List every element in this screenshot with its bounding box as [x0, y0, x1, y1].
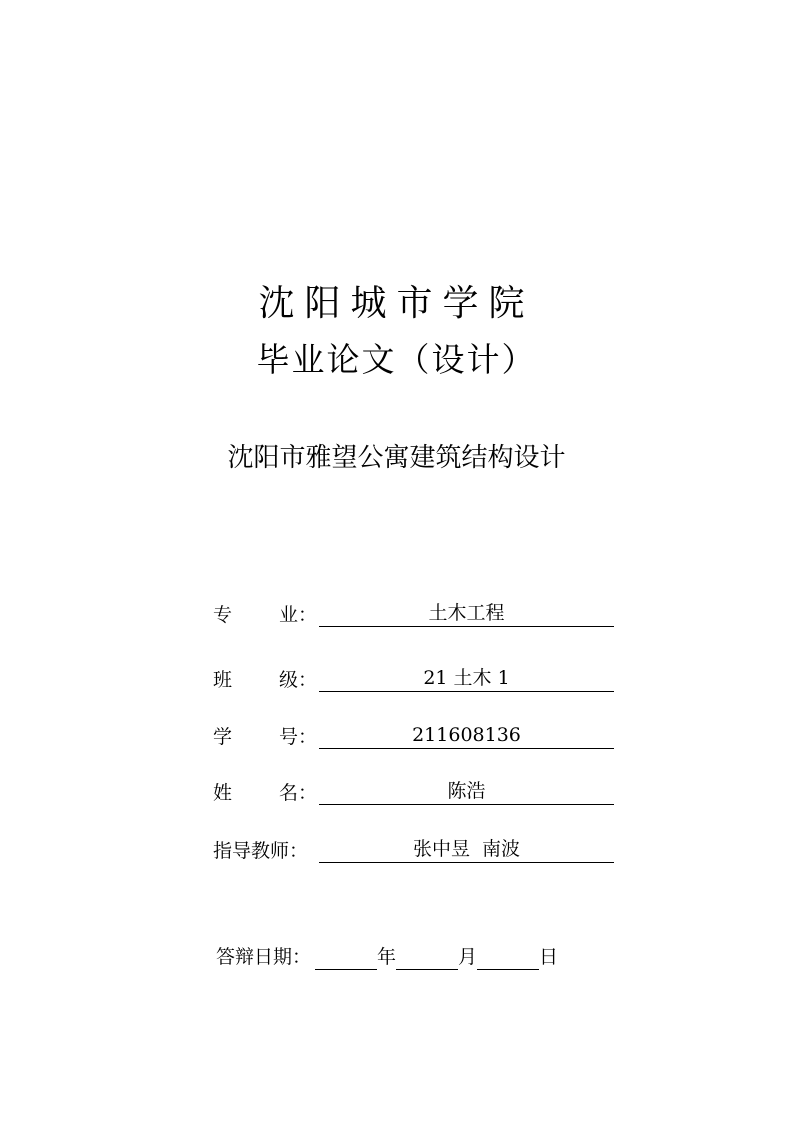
defense-year-blank [315, 945, 377, 970]
student-id-label-char: 学 [213, 726, 233, 748]
class-label-char: 班 [213, 669, 233, 691]
student-id-label [213, 724, 317, 750]
defense-day-blank [477, 945, 539, 970]
class-label [213, 667, 317, 693]
defense-month-label: 月 [458, 946, 478, 968]
name-label-char: 姓 [213, 782, 233, 804]
advisor-value: 张中昱 南波 [319, 838, 614, 863]
defense-date-label: 答辩日期： [216, 946, 312, 968]
thesis-type: 毕业论文（设计） [256, 340, 537, 379]
name-label-char: 名： [278, 782, 317, 804]
name-value: 陈浩 [319, 780, 614, 805]
student-id-value: 211608136 [319, 724, 614, 749]
major-label-char: 专 [213, 604, 233, 626]
defense-month-blank [396, 945, 458, 970]
defense-date-row [216, 940, 558, 970]
class-value: 21 土木 1 [319, 667, 614, 692]
major-label-char: 业： [278, 604, 317, 626]
student-id-label-char: 号： [278, 726, 317, 748]
defense-year-label: 年 [377, 946, 397, 968]
name-label [213, 780, 317, 806]
defense-day-label: 日 [539, 946, 559, 968]
class-label-char: 级： [278, 669, 317, 691]
major-value: 土木工程 [319, 602, 614, 627]
thesis-title: 沈阳市雅望公寓建筑结构设计 [227, 443, 566, 473]
advisor-label: 指导教师： [213, 840, 309, 862]
school-name: 沈阳城市学院 [258, 283, 535, 324]
major-label [213, 602, 317, 628]
